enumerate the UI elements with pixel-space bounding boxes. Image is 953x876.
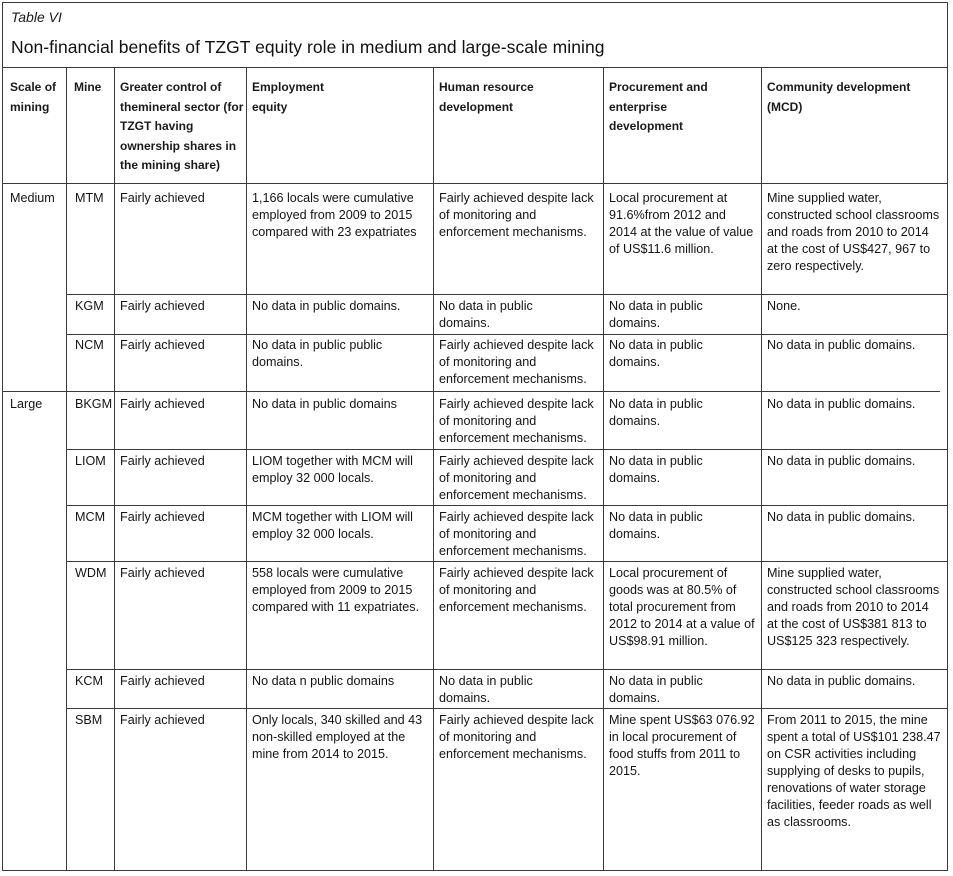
table-cell-control: Fairly achieved [120, 674, 205, 688]
rule-medium-large [2, 391, 940, 392]
table-cell-hr: Fairly achieved despite lack of monitoring and enforcement mechanisms. [439, 191, 594, 239]
table-cell-mine: KGM [75, 299, 104, 313]
table-cell-procurement: Local procurement of goods was at 80.5% of total procurement from 2012 to 2014 at a value of US$98.91 million. [609, 566, 755, 648]
table-cell-control: Fairly achieved [120, 713, 205, 727]
table-cell-hr: Fairly achieved despite lack of monitoring and enforcement mechanisms. [439, 510, 594, 558]
header-community: Community development (MCD) [767, 80, 911, 114]
table-cell-community: No data in public domains. [767, 397, 916, 411]
table-cell-community: None. [767, 299, 801, 313]
table-cell-employment: 558 locals were cumulative employed from 2009 to 2015 compared with 11 expatriates. [252, 566, 420, 614]
row-separator [66, 449, 948, 450]
table-cell-community: Mine supplied water, constructed school classrooms and roads from 2010 to 2014 at the cost of US$427, 967 to zero respectively. [767, 191, 940, 273]
table-cell-mine: WDM [75, 566, 107, 580]
table-cell-employment: No data in public public domains. [252, 338, 383, 369]
table-cell-control: Fairly achieved [120, 510, 205, 524]
table-title: Non-financial benefits of TZGT equity role in medium and large-scale mining [11, 37, 605, 57]
table-cell-procurement: No data in public domains. [609, 338, 703, 369]
row-separator [66, 505, 948, 506]
table-cell-procurement: No data in public domains. [609, 397, 703, 428]
table-cell-employment: MCM together with LIOM will employ 32 000 locals. [252, 510, 413, 541]
column-divider [761, 67, 762, 871]
table-cell-employment: No data in public domains [252, 397, 397, 411]
table-cell-employment: No data in public domains. [252, 299, 401, 313]
table-cell-mine: SBM [75, 713, 103, 727]
table-cell-community: From 2011 to 2015, the mine spent a total of US$101 238.47 on CSR activities including supplying of desks to pupils, renovations of water storage facilities, feeder roads as well as classrooms. [767, 713, 941, 829]
table-cell-procurement: Mine spent US$63 076.92 in local procurement of food stuffs from 2011 to 2015. [609, 713, 755, 778]
column-divider [603, 67, 604, 871]
table-caption: Table VI [11, 9, 62, 25]
header-employment: Employment equity [252, 80, 325, 114]
table-cell-control: Fairly achieved [120, 338, 205, 352]
row-separator [66, 334, 948, 335]
column-divider [433, 67, 434, 871]
rule-under-title [2, 67, 948, 68]
table-cell-hr: Fairly achieved despite lack of monitoring and enforcement mechanisms. [439, 338, 594, 386]
table-cell-mine: LIOM [75, 454, 106, 468]
table-cell-community: Mine supplied water, constructed school classrooms and roads from 2010 to 2014 at the cost of US$381 813 to US$125 323 respectively. [767, 566, 940, 648]
group-label-large: Large [10, 397, 43, 411]
table-cell-control: Fairly achieved [120, 454, 205, 468]
row-separator [66, 561, 948, 562]
table-cell-control: Fairly achieved [120, 191, 205, 205]
header-scale: Scale of mining [10, 80, 57, 114]
table-cell-mine: KCM [75, 674, 103, 688]
table-cell-hr: Fairly achieved despite lack of monitoring and enforcement mechanisms. [439, 566, 594, 614]
table-cell-hr: Fairly achieved despite lack of monitoring and enforcement mechanisms. [439, 713, 594, 761]
header-mine: Mine [74, 80, 102, 94]
table-cell-community: No data in public domains. [767, 338, 916, 352]
table-cell-hr: Fairly achieved despite lack of monitoring and enforcement mechanisms. [439, 454, 594, 502]
table-cell-control: Fairly achieved [120, 299, 205, 313]
table-cell-employment: Only locals, 340 skilled and 43 non-skilled employed at the mine from 2014 to 2015. [252, 713, 423, 761]
table-cell-hr: No data in public domains. [439, 299, 533, 330]
column-divider [246, 67, 247, 871]
table-cell-hr: Fairly achieved despite lack of monitoring and enforcement mechanisms. [439, 397, 594, 445]
table-cell-mine: BKGM [75, 397, 113, 411]
table-cell-mine: MTM [75, 191, 104, 205]
table-cell-employment: LIOM together with MCM will employ 32 000 locals. [252, 454, 413, 485]
table-cell-employment: No data n public domains [252, 674, 395, 688]
table-cell-employment: 1,166 locals were cumulative employed from 2009 to 2015 compared with 23 expatriates [252, 191, 417, 239]
table-cell-procurement: Local procurement at 91.6%from 2012 and 2014 at the value of value of US$11.6 million. [609, 191, 754, 256]
table-cell-community: No data in public domains. [767, 454, 916, 468]
table-cell-community: No data in public domains. [767, 510, 916, 524]
rule-under-header [2, 183, 948, 184]
row-separator [66, 294, 948, 295]
header-control: Greater control of themineral sector (for TZGT having ownership shares in the mining share) [120, 80, 244, 172]
table-cell-procurement: No data in public domains. [609, 454, 703, 485]
table-cell-procurement: No data in public domains. [609, 510, 703, 541]
row-separator [66, 669, 948, 670]
column-divider [66, 67, 67, 871]
table-cell-control: Fairly achieved [120, 566, 205, 580]
header-hr: Human resource development [439, 80, 534, 114]
table-cell-mine: NCM [75, 338, 104, 352]
header-procurement: Procurement and enterprise development [609, 80, 708, 133]
table-cell-procurement: No data in public domains. [609, 674, 703, 705]
row-separator [66, 708, 948, 709]
table-cell-hr: No data in public domains. [439, 674, 533, 705]
group-label-medium: Medium [10, 191, 55, 205]
table-cell-control: Fairly achieved [120, 397, 205, 411]
table-cell-procurement: No data in public domains. [609, 299, 703, 330]
table-cell-mine: MCM [75, 510, 106, 524]
table-cell-community: No data in public domains. [767, 674, 916, 688]
